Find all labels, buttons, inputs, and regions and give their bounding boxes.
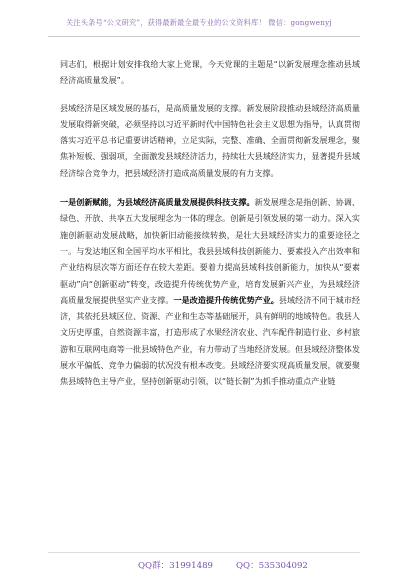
subsection-heading-upgrade: 一是改造提升传统优势产业。: [173, 294, 279, 305]
document-body: [60, 56, 360, 403]
paragraph-overview: [60, 100, 360, 181]
page-header: [48, 6, 360, 37]
upgrade-text: 县域经济不同于城市经济，其依托县域区位、资源、产业和生态等基础展开，具有鲜明的地域特色。我县人文历史厚重，自然资源丰富，打造形成了水果经济农业、汽车配件制造行业、乡村旅游和互联网电商等一批县域特色产业，有力带动了当地经济发展。但县域经济整体发展水平偏低、竞争力偏弱的状况没有根本改变。县域经济要实现高质量发展，就要聚焦县域特色主导产业，坚持创新驱动引领，以“链长制”为抓手推动重点产业链: [60, 294, 360, 387]
overview-text: 县域经济是区域发展的基石，是高质量发展的支撑。新发展阶段推动县域经济高质量发展取得新突破，必须坚持以习近平新时代中国特色社会主义思想为指导，认真贯彻落实习近平总书记重要讲话精神，立足实际，完整、准确、全面贯彻新发展理念，聚焦补短板、强弱项，全面激发县域经济活力，持续壮大县域经济实力，显著提升县域经济综合竞争力，把县域经济打造成高质量发展的有力支撑。: [60, 102, 360, 178]
section-heading-innovation: 一是创新赋能，为县域经济高质量发展提供科技支撑。: [60, 197, 255, 208]
innovation-text: 新发展理念是指创新、协调、绿色、开放、共享五大发展理念为一体的理念。创新是引领发展的第一动力。深入实施创新驱动发展战略，加快新旧动能接续转换，是壮大县域经济实力的重要途径之一。与发达地区和全国平均水平相比，我县县域科技创新能力、要素投入产出效率和产业结构层次等方面还存在较大差距。要着力提高县域科技创新能力，加快从“要素驱动”向“创新驱动”转变，改造提升传统优势产业，培育发展新兴产业，为县域经济高质量发展提供坚实产业支撑。: [60, 197, 360, 305]
paragraph-intro: [60, 56, 360, 89]
page-footer: [48, 552, 360, 573]
header-notice: 关注头条号“公文研究”，获得最新最全最专业的公文资料库！ 微信：gongwenyj: [66, 18, 332, 27]
paragraph-innovation: [60, 194, 360, 390]
qq-group-number: QQ群：31991489: [138, 561, 214, 571]
intro-text: 同志们，根据计划安排我给大家上党课，今天党课的主题是“以新发展理念推动县域经济高质量发展”。: [60, 59, 360, 86]
qq-number: QQ：535304092: [236, 561, 308, 571]
